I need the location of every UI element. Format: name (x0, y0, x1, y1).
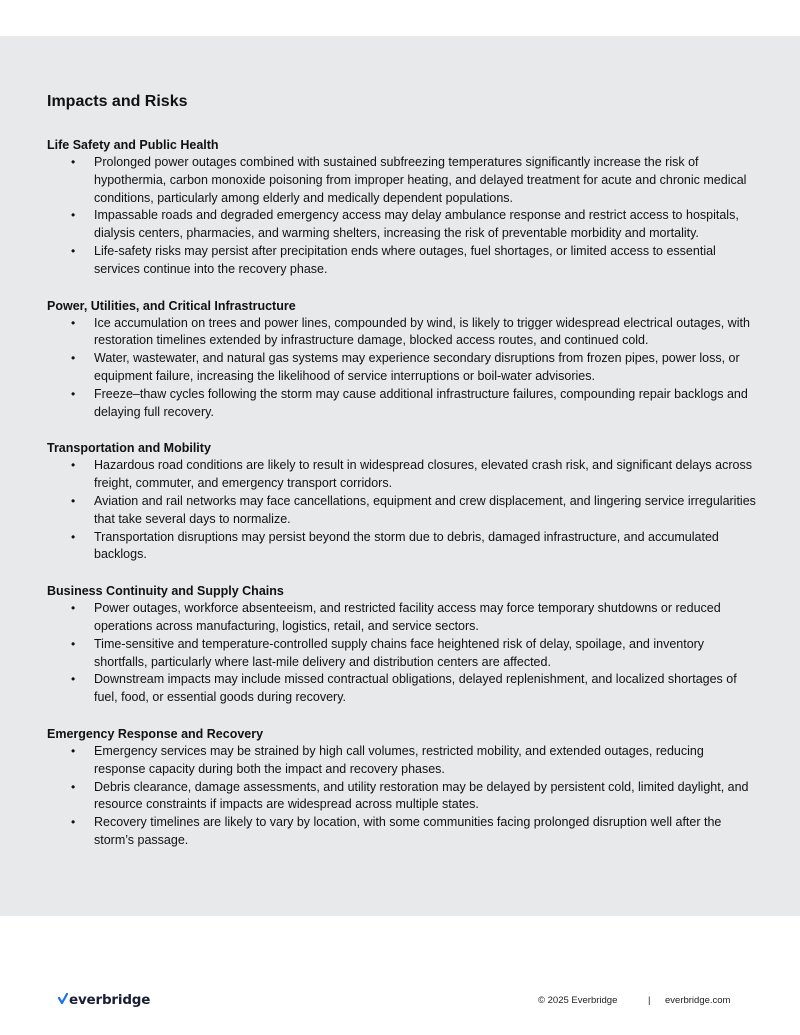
list-item (47, 493, 757, 529)
bullet-list (47, 154, 757, 279)
list-item-text: Transportation disruptions may persist beyond the storm due to debris, damaged infrastructure, and accumulated backlogs. (94, 529, 719, 562)
section-heading: Emergency Response and Recovery (47, 726, 264, 741)
list-item-text: Emergency services may be strained by high call volumes, restricted mobility, and extended outages, reducing response capacity during both the impact and recovery phases. (94, 743, 704, 776)
section-business-continuity (47, 582, 757, 707)
everbridge-logo (58, 992, 150, 1008)
list-item (47, 243, 757, 279)
list-item (47, 350, 757, 386)
list-item-text: Life-safety risks may persist after precipitation ends where outages, fuel shortages, or limited access to essential services continue into the recovery phase. (94, 243, 716, 276)
section-heading: Life Safety and Public Health (47, 138, 219, 152)
section-transportation (47, 439, 757, 564)
check-mark-icon (58, 993, 68, 1007)
bullet-icon: • (71, 601, 76, 616)
bullet-icon: • (71, 351, 76, 366)
footer-separator: | (648, 995, 651, 1006)
bullet-list (47, 600, 757, 707)
bullet-icon: • (71, 529, 76, 544)
copyright-text: © 2025 Everbridge (538, 995, 618, 1006)
list-item (47, 207, 757, 243)
list-item-text: Aviation and rail networks may face cancellations, equipment and crew displacement, and lingering service irregularities that take several days to normalize. (94, 493, 756, 526)
list-item-text: Water, wastewater, and natural gas systems may experience secondary disruptions from frozen pipes, power loss, or equipment failure, increasing the likelihood of service interruptions or boil-water advisories. (94, 351, 740, 383)
list-item (47, 814, 757, 850)
list-item (47, 154, 757, 207)
list-item-text: Debris clearance, damage assessments, and utility restoration may be delayed by persistent cold, limited daylight, and resource constraints if impacts are widespread across multiple states. (94, 779, 749, 812)
bullet-icon: • (71, 208, 76, 223)
bullet-icon: • (71, 743, 76, 758)
list-item-text: Recovery timelines are likely to vary by location, with some communities facing prolonged disruption well after the storm’s passage. (94, 815, 722, 847)
footer-info (538, 995, 730, 1006)
section-heading: Business Continuity and Supply Chains (47, 584, 284, 599)
bullet-icon: • (71, 315, 76, 330)
list-item-text: Hazardous road conditions are likely to result in widespread closures, elevated crash risk, and significant delays across freight, commuter, and emergency transport corridors. (94, 458, 752, 491)
list-item (47, 315, 757, 351)
list-item-text: Freeze–thaw cycles following the storm may cause additional infrastructure failures, compounding repair backlogs and delaying full recovery. (94, 386, 748, 419)
page-title: Impacts and Risks (47, 93, 188, 110)
section-heading: Power, Utilities, and Critical Infrastructure (47, 298, 296, 313)
list-item (47, 529, 757, 565)
content-panel (0, 36, 800, 916)
list-item (47, 743, 757, 779)
list-item-text: Ice accumulation on trees and power lines, compounded by wind, is likely to trigger widespread electrical outages, with restoration timelines extended by infrastructure damage, blocked access routes, and continued cold. (94, 315, 750, 348)
list-item-text: Power outages, workforce absenteeism, and restricted facility access may force temporary shutdowns or reduced operations across manufacturing, logistics, retail, and service sectors. (94, 601, 721, 633)
list-item (47, 600, 757, 636)
bullet-icon: • (71, 155, 76, 169)
section-power-utilities (47, 297, 757, 422)
bullet-icon: • (71, 243, 76, 258)
bullet-icon: • (71, 636, 76, 651)
list-item (47, 457, 757, 493)
website-link[interactable]: everbridge.com (665, 995, 731, 1006)
section-heading: Transportation and Mobility (47, 441, 211, 456)
bullet-list (47, 743, 757, 850)
bullet-list (47, 315, 757, 422)
list-item (47, 671, 757, 707)
list-item-text: Time-sensitive and temperature-controlled supply chains face heightened risk of delay, spoilage, and inventory shortfalls, particularly where last-mile delivery and distribution centers are affected. (94, 636, 705, 669)
section-emergency-response (47, 725, 757, 850)
bullet-icon: • (71, 493, 76, 508)
bullet-icon: • (71, 672, 76, 687)
section-life-safety (47, 136, 757, 279)
bullet-icon: • (71, 386, 76, 401)
list-item-text: Downstream impacts may include missed contractual obligations, delayed replenishment, and localized shortages of fuel, food, or essential goods during recovery. (94, 672, 737, 705)
bullet-icon: • (71, 779, 76, 794)
bullet-icon: • (71, 458, 76, 473)
page-footer (0, 990, 800, 1014)
list-item-text: Prolonged power outages combined with sustained subfreezing temperatures significantly increase the risk of hypothermia, carbon monoxide poisoning from improper heating, and delayed treatment for acute and chronic medical conditions, particularly among elderly and medically dependent populations. (94, 155, 747, 205)
list-item-text: Impassable roads and degraded emergency access may delay ambulance response and restrict access to hospitals, dialysis centers, pharmacies, and warming shelters, increasing the risk of preventable morbidity and mortality. (94, 208, 739, 241)
bullet-icon: • (71, 815, 76, 830)
document-body (47, 92, 757, 868)
list-item (47, 779, 757, 815)
bullet-list (47, 457, 757, 564)
list-item (47, 386, 757, 422)
logo-text: everbridge (69, 992, 151, 1008)
list-item (47, 636, 757, 672)
